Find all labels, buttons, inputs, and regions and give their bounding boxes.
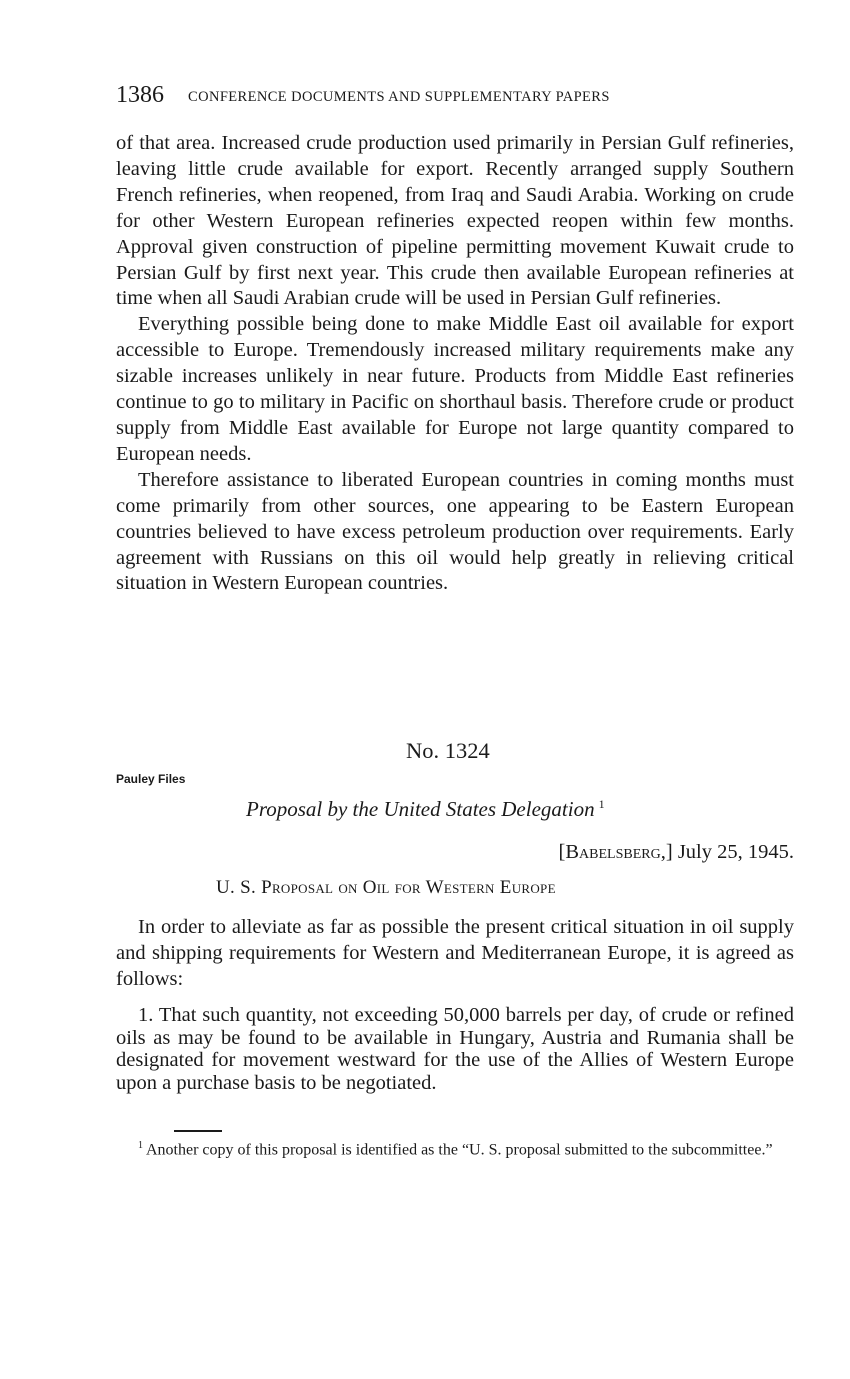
paragraph-3: Therefore assistance to liberated European countries in coming months must come primarily from other sources, one appearing to be Eastern European countries believed to have excess petroleum production over requirements. Early agreement with Russians on this oil would help greatly in relieving critical situation in Western European countries. xyxy=(116,468,794,595)
paragraph-2: Everything possible being done to make Middle East oil available for export accessible to Europe. Tremendously increased military requirements make any sizable increases unlikely in near future. Products from Middle East refineries continue to go to military in Pacific on shorthaul basis. Therefore crude or product supply from Middle East available for Europe not large quantity compared to European needs. xyxy=(116,313,794,465)
page-number: 1386 xyxy=(116,82,164,108)
dateline-place: [Babelsberg,] xyxy=(558,841,673,863)
proposal-item-1: 1. That such quantity, not exceeding 50,000 barrels per day, of crude or refined oils as may be found to be available in Hungary, Austria and Rumania shall be designated for movement westward for the use of the Allies of Western Europe upon a purchase basis to be negotiated. xyxy=(116,1004,794,1094)
dateline xyxy=(559,841,794,864)
proposal-intro-block xyxy=(116,915,794,993)
footnote-text: Another copy of this proposal is identified as the “U. S. proposal submitted to the subcommittee.” xyxy=(146,1141,773,1159)
dateline-date: July 25, 1945. xyxy=(677,841,794,863)
document-title xyxy=(246,797,605,822)
source-note: Pauley Files xyxy=(116,772,186,786)
continued-text xyxy=(116,131,794,597)
proposal-items xyxy=(116,1004,794,1094)
footnote-reference: 1 xyxy=(598,797,605,811)
proposal-intro: In order to alleviate as far as possible the present critical situation in oil supply and shipping requirements for Western and Mediterranean Europe, it is agreed as follows: xyxy=(116,916,794,990)
footnote-paragraph xyxy=(116,1137,794,1159)
paragraph-1: of that area. Increased crude production used primarily in Persian Gulf refineries, leaving little crude available for export. Recently arranged supply Southern French refineries, when reopened, from Iraq and Saudi Arabia. Working on crude for other Western European refineries expected reopen within few months. Approval given construction of pipeline permitting movement Kuwait crude to Persian Gulf by first next year. This crude then available European refineries at time when all Saudi Arabian crude will be used in Persian Gulf refineries. xyxy=(116,132,794,310)
footnote-mark: 1 xyxy=(138,1140,143,1151)
proposal-heading: U. S. Proposal on Oil for Western Europe xyxy=(216,877,556,898)
footnote xyxy=(116,1137,794,1159)
page-header xyxy=(116,82,794,110)
footnote-divider xyxy=(174,1130,222,1132)
document-number: No. 1324 xyxy=(406,738,490,763)
document-title-text: Proposal by the United States Delegation xyxy=(246,797,595,821)
running-title: CONFERENCE DOCUMENTS AND SUPPLEMENTARY PAPERS xyxy=(188,89,610,105)
